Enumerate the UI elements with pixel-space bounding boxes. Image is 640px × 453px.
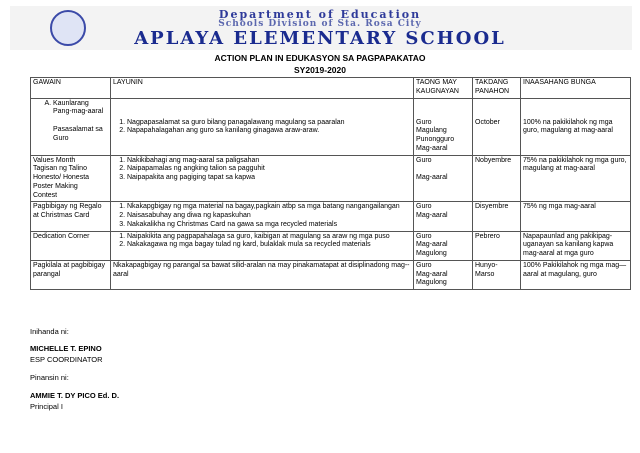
table-row xyxy=(31,155,631,202)
cell-takdang: October xyxy=(473,98,521,155)
cell-takdang: Disyembre xyxy=(473,202,521,231)
layunin-item: 1. Nkakapgbigay ng mga material na bagay,pagkain atbp sa mga batang nangangailangan xyxy=(127,203,411,212)
noted-by-label: Pinansin ni: xyxy=(30,373,69,382)
cell-bunga: 75% na pakikilahok ng mga guro, magulang at mag-aaral xyxy=(521,155,631,202)
cell-bunga: Napapaunlad ang pakikipag-uganayan sa kanilang kapwa mag-aaral at mga guro xyxy=(521,231,631,260)
header-gawain: GAWAIN xyxy=(31,78,111,99)
header-taong: TAONG MAY KAUGNAYAN xyxy=(414,78,473,99)
cell-layunin: Nkakapagbigay ng parangal sa bawat silid-aralan na may pinakamatapat at disiplinadong mag--aaral xyxy=(111,260,414,289)
cell-takdang: Pebrero xyxy=(473,231,521,260)
layunin-item: 2. Napapahalagahan ang guro sa kanilang ginagawa araw-araw. xyxy=(127,127,411,136)
gawain-item: A. Kaunlarang Pang-mag-aaral Pasasalamat sa Guro xyxy=(53,100,108,144)
cell-takdang: Hunyo- Marso xyxy=(473,260,521,289)
school-banner xyxy=(10,6,632,50)
cell-bunga: 75% ng mga mag-aaral xyxy=(521,202,631,231)
cell-takdang: Nobyembre xyxy=(473,155,521,202)
cell-gawain: Values Month Tagisan ng Talino Honesto/ Honesta Poster Making Contest xyxy=(31,155,111,202)
cell-bunga: 100% na pakikilahok ng mga guro, magulang at mag-aaral xyxy=(521,98,631,155)
principal-name: AMMIE T. DY PICO Ed. D. xyxy=(30,391,120,400)
table-row xyxy=(31,231,631,260)
banner-division: Schools Division of Sta. Rosa City xyxy=(218,19,422,29)
header-layunin: LAYUNIN xyxy=(111,78,414,99)
principal-title: Principal I xyxy=(30,402,63,411)
cell-layunin xyxy=(111,98,414,155)
header-inaasahang: INAASAHANG BUNGA xyxy=(521,78,631,99)
banner-department: Department of Education xyxy=(218,8,422,21)
deped-seal-icon xyxy=(50,10,86,46)
table-row xyxy=(31,98,631,155)
layunin-item: 1. Nakikibahagi ang mag-aaral sa paligsahan xyxy=(127,157,411,166)
table-row xyxy=(31,202,631,231)
layunin-item: 1. Nagpapasalamat sa guro bilang panagalawang magulang sa paaralan xyxy=(127,119,411,128)
layunin-item: 3. Naipapakita ang pagiging tapat sa kapwa xyxy=(127,174,411,183)
school-year: SY2019-2020 xyxy=(294,65,346,75)
cell-taong: Guro Mag-aaral xyxy=(414,155,473,202)
cell-layunin xyxy=(111,155,414,202)
banner-school-name: APLAYA ELEMENTARY SCHOOL xyxy=(134,28,506,49)
layunin-item: 1. Naipakikita ang pagpapahalaga sa guro, kaibigan at magulang sa araw ng mga puso xyxy=(127,233,411,242)
cell-taong: Guro Magulang Punongguro Mag-aaral xyxy=(414,98,473,155)
preparer-name: MICHELLE T. EPINO xyxy=(30,344,102,353)
cell-bunga: 100% Pakikilahok ng mga mag—aaral at magulang, guro xyxy=(521,260,631,289)
cell-gawain: Dedication Corner xyxy=(31,231,111,260)
table-row xyxy=(31,260,631,289)
cell-taong: Guro Mag-aaral xyxy=(414,202,473,231)
prepared-by-label: Inihanda ni: xyxy=(30,327,69,336)
cell-taong: Guro Mag-aaral Magulong xyxy=(414,231,473,260)
cell-layunin xyxy=(111,231,414,260)
cell-gawain: Pagkilala at pagbibigay parangal xyxy=(31,260,111,289)
document-title: ACTION PLAN IN EDUKASYON SA PAGPAPAKATAO xyxy=(214,53,426,63)
layunin-item: 2. Nakakagawa ng mga bagay tulad ng kard, bulaklak mula sa recycled materials xyxy=(127,241,411,250)
header-takdang: TAKDANG PANAHON xyxy=(473,78,521,99)
cell-layunin xyxy=(111,202,414,231)
layunin-item: 2. Naisasabuhay ang diwa ng kapaskuhan xyxy=(127,212,411,221)
action-plan-table xyxy=(30,77,631,290)
cell-gawain xyxy=(31,98,111,155)
layunin-item: 3. Nakakalikha ng Christmas Card na gawa sa mga recycled materials xyxy=(127,221,411,230)
preparer-title: ESP COORDINATOR xyxy=(30,355,103,364)
table-header-row xyxy=(31,78,631,99)
cell-taong: Guro Mag-aaral Magulong xyxy=(414,260,473,289)
cell-gawain: Pagbibigay ng Regalo at Christmas Card xyxy=(31,202,111,231)
layunin-item: 2. Naipapamalas ng angking talion sa pagguhit xyxy=(127,165,411,174)
